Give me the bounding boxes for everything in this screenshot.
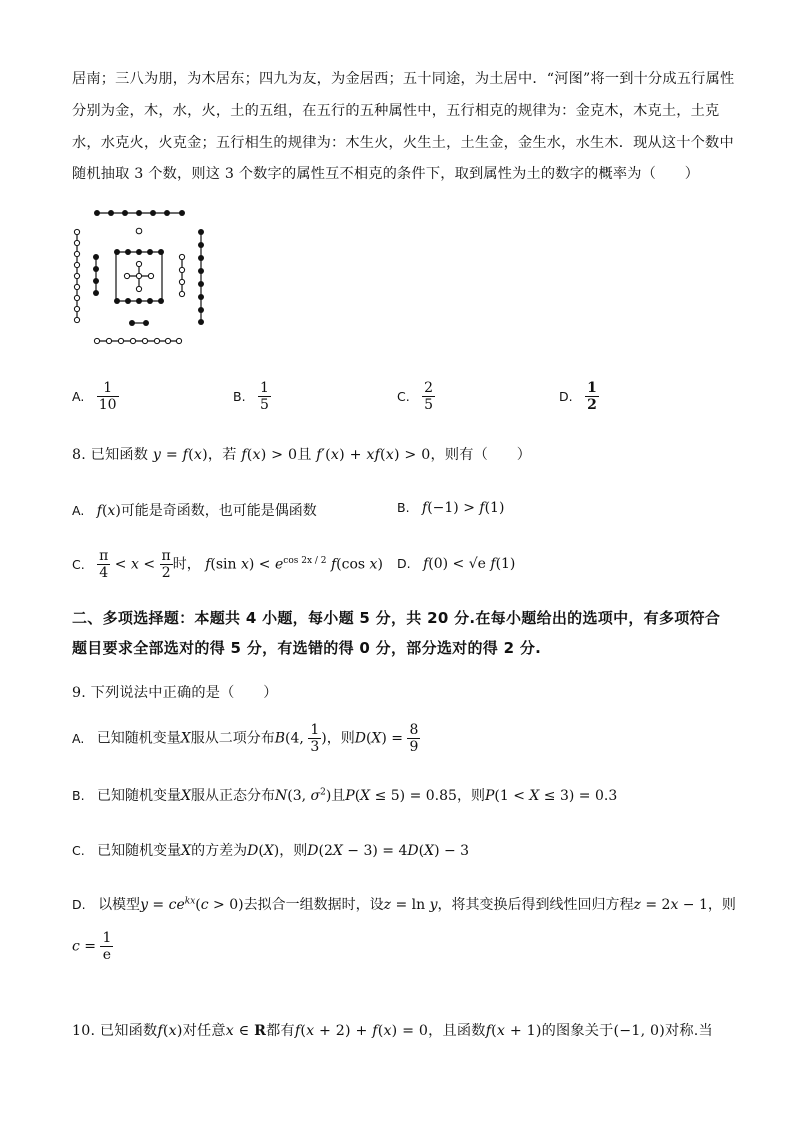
q8-option-d[interactable]: D. f(0) < √e f(1) xyxy=(397,556,516,572)
q9-option-c[interactable]: C. 已知随机变量X的方差为D(X)，则D(2X − 3) = 4D(X) − 3 xyxy=(72,843,470,859)
q8-option-c[interactable]: C. $\frac{\pi}{4}$ < x < $\frac{\pi}{2}$ 时， f(sin $x) < e^{cos 2x / 2}$ f(cos x) xyxy=(72,548,383,582)
q9-option-d[interactable]: D. 以模型$y = ce^{kx}(c > 0)$去拟合一组数据时，设z = ln y，将其变换后得到线性回归方程z = 2x − 1，则 xyxy=(72,896,736,913)
q9-stem: 9. 下列说法中正确的是（ ） xyxy=(72,685,278,701)
q9-option-b[interactable]: B. 已知随机变量X服从正态分布N(3, $\sigma^2$)且P(X ≤ 5) = 0.85，则P(1 < X ≤ 3) = 0.3 xyxy=(72,787,618,804)
q7-line-4: 随机抽取 3 个数，则这 3 个数字的属性互不相克的条件下，取到属性为土的数字的概率为（ ） xyxy=(72,166,700,182)
q8-option-b[interactable]: B. f(−1) > f(1) xyxy=(397,500,505,516)
q8-option-a[interactable]: A. f(x)可能是奇函数，也可能是偶函数 xyxy=(72,503,317,519)
q7-line-1: 居南；三八为朋，为木居东；四九为友，为金居西；五十同途，为土居中．“河图”将一到十分成五行属性 xyxy=(72,71,735,87)
q7-option-c[interactable]: C. $\frac{2}{5}$ xyxy=(397,380,434,414)
q7-option-b[interactable]: B. $\frac{1}{5}$ xyxy=(233,380,269,414)
section-2-heading-line-2: 题目要求全部选对的得 5 分，有选错的得 0 分，部分选对的得 2 分. xyxy=(72,639,542,657)
q7-line-3: 水，水克火，火克金；五行相生的规律为：木生火，火生土，土生金，金生水，水生木．现从这十个数中 xyxy=(72,135,734,151)
q10-stem: 10. 已知函数f(x)对任意x ∈ R都有f(x + 2) + f(x) = 0，且函数f(x + 1)的图象关于(−1, 0)对称.当 xyxy=(72,1023,713,1039)
q7-option-a[interactable]: A. $\frac{1}{10}$ xyxy=(72,380,117,414)
q7-option-d[interactable]: D. $\frac{1}{2}$ xyxy=(559,380,597,414)
q8-stem: 8. 已知函数 y = f(x)，若 f(x) > 0且 f′(x) + xf(x) > 0，则有（ ） xyxy=(72,447,532,463)
section-2-heading-line-1: 二、多项选择题：本题共 4 小题，每小题 5 分，共 20 分.在每小题给出的选项中，有多项符合 xyxy=(72,609,721,627)
q9-option-a[interactable]: A. 已知随机变量X服从二项分布B(4, $\frac{1}{3}$ )，则D(X) = $\frac{8}{9}$ xyxy=(72,722,419,756)
hetu-diagram xyxy=(68,205,218,350)
q7-line-2: 分别为金，木，水，火，土的五组，在五行的五种属性中，五行相克的规律为：金克木，木克土，土克 xyxy=(72,103,720,119)
q9-option-d-answer: c = $\frac{1}{e}$ xyxy=(72,930,112,964)
